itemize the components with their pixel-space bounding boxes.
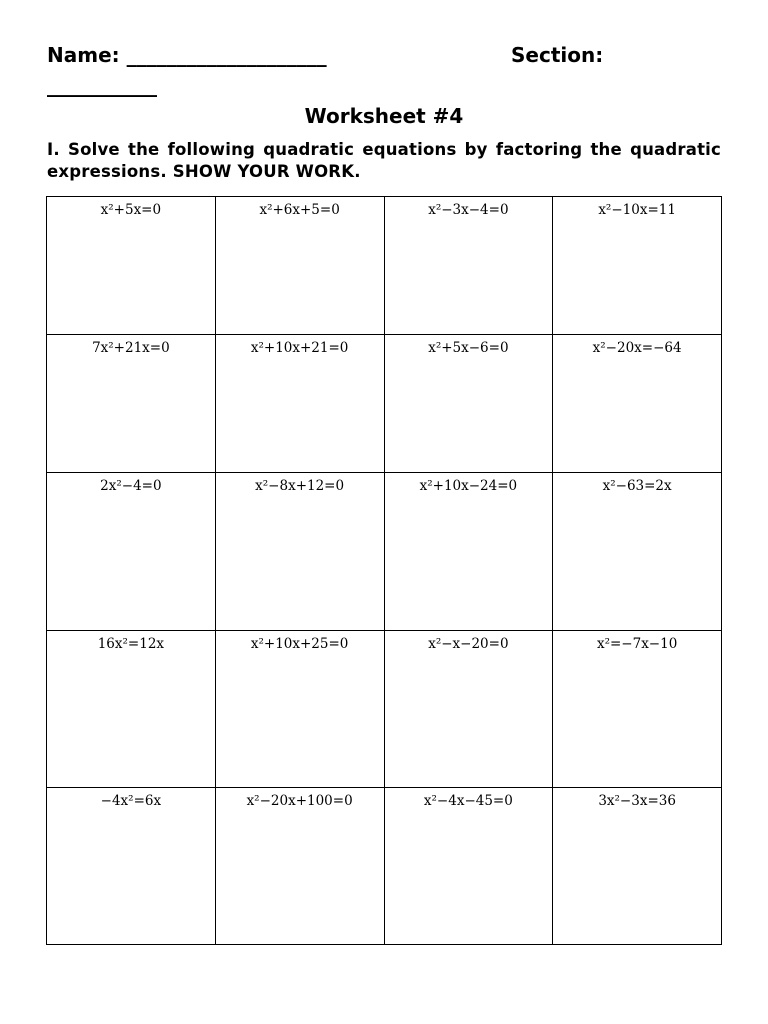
equation: x²−10x=11 xyxy=(598,202,676,218)
problem-cell[interactable] xyxy=(553,335,722,473)
problem-row xyxy=(47,631,722,788)
equation: x²+5x−6=0 xyxy=(428,340,509,356)
equation: 7x²+21x=0 xyxy=(92,340,170,356)
problem-row xyxy=(47,197,722,335)
problem-cell[interactable] xyxy=(47,631,216,788)
problem-cell[interactable] xyxy=(384,197,553,335)
equation: 3x²−3x=36 xyxy=(598,793,676,809)
instructions: I. Solve the following quadratic equations by factoring the quadratic expressions. SHOW YOUR WORK. xyxy=(47,140,721,181)
equation: x²−20x=−64 xyxy=(592,340,682,356)
problem-cell[interactable] xyxy=(47,788,216,945)
name-field[interactable]: Name: ____________________ xyxy=(47,43,327,67)
problem-cell[interactable] xyxy=(215,631,384,788)
equation: x²−63=2x xyxy=(602,478,672,494)
problem-cell[interactable] xyxy=(384,335,553,473)
section-label: Section: xyxy=(511,43,604,67)
problem-cell[interactable] xyxy=(553,788,722,945)
worksheet-title: Worksheet #4 xyxy=(304,104,464,128)
section-field[interactable]: ___________ xyxy=(47,73,157,97)
problem-cell[interactable] xyxy=(47,197,216,335)
problem-cell[interactable] xyxy=(215,197,384,335)
equation: x²−20x+100=0 xyxy=(246,793,353,809)
problem-cell[interactable] xyxy=(553,473,722,631)
problem-grid xyxy=(46,196,722,945)
equation: 2x²−4=0 xyxy=(100,478,162,494)
equation: x²−x−20=0 xyxy=(428,636,509,652)
problem-cell[interactable] xyxy=(384,631,553,788)
problem-cell[interactable] xyxy=(553,631,722,788)
problem-row xyxy=(47,473,722,631)
problem-cell[interactable] xyxy=(47,335,216,473)
problem-row xyxy=(47,335,722,473)
equation: x²=−7x−10 xyxy=(596,636,678,652)
problem-cell[interactable] xyxy=(215,335,384,473)
problem-cell[interactable] xyxy=(384,788,553,945)
equation: 16x²=12x xyxy=(97,636,165,652)
problem-cell[interactable] xyxy=(553,197,722,335)
equation: x²+10x−24=0 xyxy=(419,478,518,494)
problem-cell[interactable] xyxy=(215,788,384,945)
equation: x²−4x−45=0 xyxy=(423,793,513,809)
equation: x²−8x+12=0 xyxy=(255,478,345,494)
equation: x²+10x+21=0 xyxy=(250,340,349,356)
problem-row xyxy=(47,788,722,945)
problem-cell[interactable] xyxy=(215,473,384,631)
equation: x²+5x=0 xyxy=(100,202,162,218)
equation: x²+10x+25=0 xyxy=(250,636,349,652)
problem-cell[interactable] xyxy=(384,473,553,631)
equation: x²+6x+5=0 xyxy=(259,202,340,218)
problem-cell[interactable] xyxy=(47,473,216,631)
equation: x²−3x−4=0 xyxy=(428,202,509,218)
equation: −4x²=6x xyxy=(100,793,162,809)
